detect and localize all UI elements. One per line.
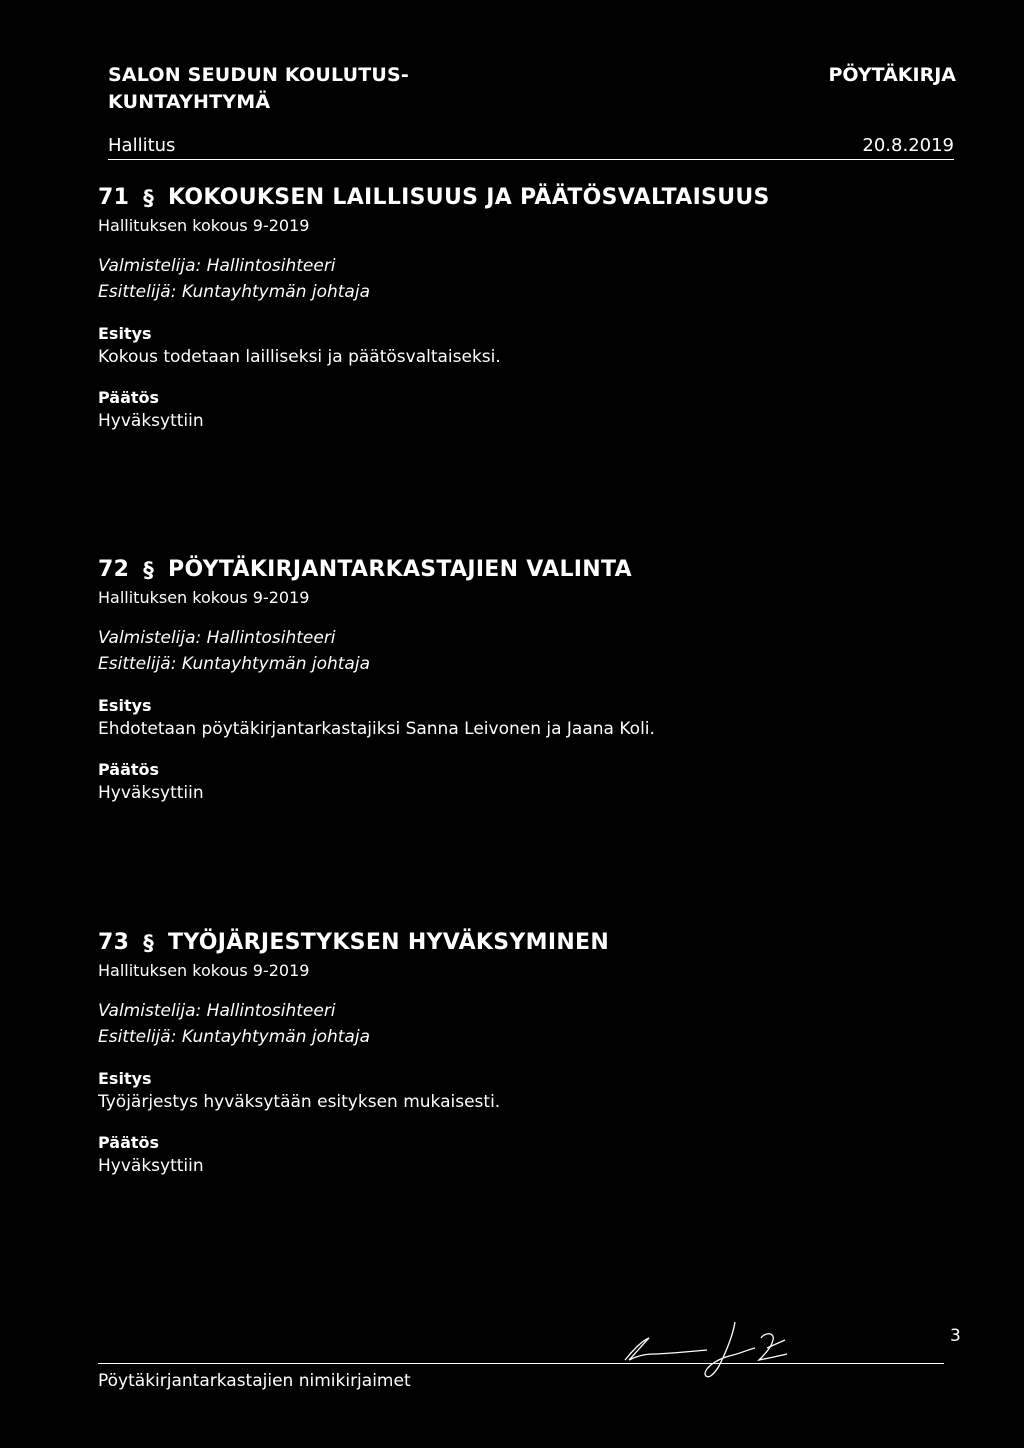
proposal-label: Esitys: [98, 324, 152, 343]
section-number: 72: [98, 557, 130, 582]
org-line-1: SALON SEUDUN KOULUTUS-: [108, 64, 409, 86]
org-line-2: KUNTAYHTYMÄ: [108, 91, 271, 113]
proposal-text: Työjärjestys hyväksytään esityksen mukaisesti.: [98, 1092, 501, 1112]
signature-initials: [615, 1310, 845, 1390]
section-72: [98, 556, 958, 805]
meeting-info: Hallituksen kokous 9-2019: [98, 588, 310, 607]
preparer: Valmistelija: Hallintosihteeri: [98, 1001, 336, 1021]
document-type: PÖYTÄKIRJA: [828, 64, 956, 86]
decision-text: Hyväksyttiin: [98, 411, 204, 431]
section-title: [98, 929, 958, 957]
decision-label: Päätös: [98, 760, 160, 779]
proposal-text: Kokous todetaan lailliseksi ja päätösvaltaiseksi.: [98, 347, 501, 367]
section-heading: KOKOUKSEN LAILLISUUS JA PÄÄTÖSVALTAISUUS: [168, 185, 770, 210]
proposal-label: Esitys: [98, 696, 152, 715]
paragraph-icon: §: [143, 558, 155, 582]
preparer: Valmistelija: Hallintosihteeri: [98, 628, 336, 648]
section-heading: TYÖJÄRJESTYKSEN HYVÄKSYMINEN: [168, 930, 610, 955]
page-number: 3: [950, 1326, 961, 1346]
organization-name: [108, 62, 409, 116]
section-number: 71: [98, 185, 130, 210]
decision-label: Päätös: [98, 388, 160, 407]
meeting-date: 20.8.2019: [862, 135, 954, 156]
signature-line: [98, 1363, 944, 1364]
proposal-label: Esitys: [98, 1069, 152, 1088]
section-title: [98, 184, 958, 212]
presenter: Esittelijä: Kuntayhtymän johtaja: [98, 654, 370, 674]
header-line: [108, 133, 954, 160]
paragraph-icon: §: [143, 186, 155, 210]
section-number: 73: [98, 930, 130, 955]
presenter: Esittelijä: Kuntayhtymän johtaja: [98, 282, 370, 302]
decision-text: Hyväksyttiin: [98, 783, 204, 803]
paragraph-icon: §: [143, 931, 155, 955]
meeting-info: Hallituksen kokous 9-2019: [98, 961, 310, 980]
section-73: [98, 929, 958, 1178]
preparer: Valmistelija: Hallintosihteeri: [98, 256, 336, 276]
meeting-info: Hallituksen kokous 9-2019: [98, 216, 310, 235]
section-71: [98, 184, 958, 433]
initials-label: Pöytäkirjantarkastajien nimikirjaimet: [98, 1371, 411, 1391]
proposal-text: Ehdotetaan pöytäkirjantarkastajiksi Sanna Leivonen ja Jaana Koli.: [98, 719, 655, 739]
section-heading: PÖYTÄKIRJANTARKASTAJIEN VALINTA: [168, 557, 632, 582]
presenter: Esittelijä: Kuntayhtymän johtaja: [98, 1027, 370, 1047]
section-title: [98, 556, 958, 584]
decision-text: Hyväksyttiin: [98, 1156, 204, 1176]
decision-label: Päätös: [98, 1133, 160, 1152]
governing-body: Hallitus: [108, 135, 176, 156]
